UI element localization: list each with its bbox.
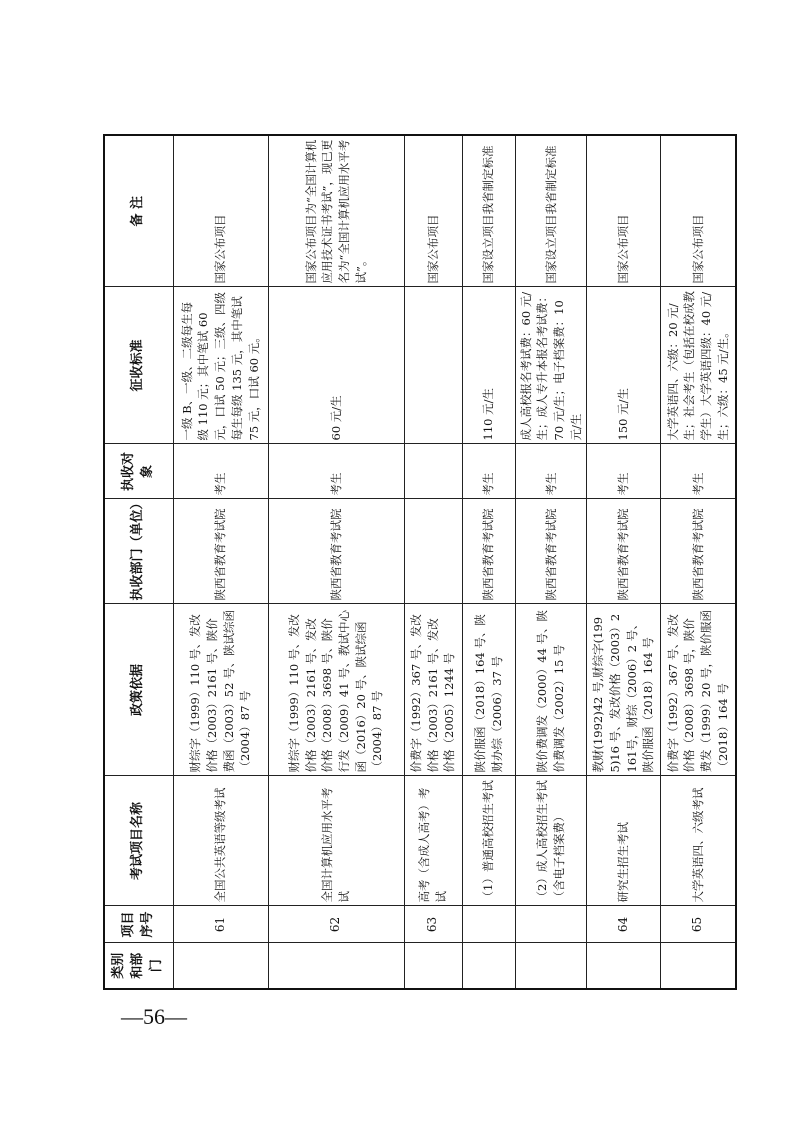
note-cell: 国家公布项目 [404, 135, 462, 287]
standard-cell: 一级 B、一级、二级每生每级 110 元；其中笔试 60 元，口试 50 元；三级、四级每生每级 135 元，其中笔试 75 元，口试 60 元。 [173, 287, 268, 444]
header-row [104, 135, 173, 989]
name-cell: （2）成人高校招生考试（含电子档案费） [515, 776, 587, 906]
name-cell: （1）普通高校招生考试 [462, 776, 515, 906]
target-cell: 考生 [268, 444, 404, 499]
note-cell: 国家公布项目 [661, 135, 736, 287]
target-cell: 考生 [661, 444, 736, 499]
header-policy: 政策依据 [104, 604, 173, 776]
dept-cell: 陕西省教育考试院 [173, 499, 268, 604]
policy-cell: 陕价服函（2018）164 号、陕财办综（2006）37 号 [462, 604, 515, 776]
standard-cell [404, 287, 462, 444]
name-cell: 高考（含成人高考）考试 [404, 776, 462, 906]
seq-cell [515, 906, 587, 943]
dept-cell: 陕西省教育考试院 [462, 499, 515, 604]
target-cell: 考生 [587, 444, 661, 499]
note-cell: 国家设立项目我省制定标准 [515, 135, 587, 287]
policy-cell: 教财(1992)42 号,财综字(1995)16 号、发改价格（2003）2161号，财综（2006）2 号、陕价服函（2018）164 号 [587, 604, 661, 776]
dept-cell: 陕西省教育考试院 [661, 499, 736, 604]
dept-cell [404, 499, 462, 604]
note-cell: 国家公布项目 [587, 135, 661, 287]
table-row [173, 135, 268, 989]
header-name: 考试项目名称 [104, 776, 173, 906]
standard-cell: 大学英语四、六级：20 元/生；社会考生（包括在校成教学生）大学英语四级：40 元/生；六级：45 元/生。 [661, 287, 736, 444]
dept-cell: 陕西省教育考试院 [587, 499, 661, 604]
header-dept: 执收部门（单位） [104, 499, 173, 604]
header-note: 备 注 [104, 135, 173, 287]
note-cell: 国家设立项目我省制定标准 [462, 135, 515, 287]
name-cell: 全国公共英语等级考试 [173, 776, 268, 906]
category-cell [462, 943, 515, 989]
target-cell: 考生 [173, 444, 268, 499]
table-row [268, 135, 404, 989]
standard-cell: 110 元/生 [462, 287, 515, 444]
note-cell: 国家公布项目 [173, 135, 268, 287]
category-cell [515, 943, 587, 989]
rotated-table-wrapper [103, 136, 730, 990]
table-row [515, 135, 587, 989]
name-cell: 全国计算机应用水平考试 [268, 776, 404, 906]
table-row [462, 135, 515, 989]
category-cell [268, 943, 404, 989]
header-seq: 项目序号 [104, 906, 173, 943]
policy-cell: 价费字（1992）367 号、发改价格（2003）2161 号、发改价格（2005）1244 号 [404, 604, 462, 776]
policy-cell: 价费字（1992）367 号、发改价格（2008）3698 号，陕价费发（1999）20 号，陕价服函（2018）164 号 [661, 604, 736, 776]
seq-cell: 65 [661, 906, 736, 943]
standard-cell: 60 元/生 [268, 287, 404, 444]
category-cell [661, 943, 736, 989]
standard-cell: 150 元/生 [587, 287, 661, 444]
seq-cell: 63 [404, 906, 462, 943]
header-target: 执收对象 [104, 444, 173, 499]
seq-cell: 62 [268, 906, 404, 943]
page-number: —56— [121, 1004, 187, 1029]
name-cell: 研究生招生考试 [587, 776, 661, 906]
header-standard: 征收标准 [104, 287, 173, 444]
policy-cell: 陕价费调发（2000）44 号、陕价费调发（2002）15 号 [515, 604, 587, 776]
name-cell: 大学英语四、六级考试 [661, 776, 736, 906]
seq-cell [462, 906, 515, 943]
seq-cell: 64 [587, 906, 661, 943]
seq-cell: 61 [173, 906, 268, 943]
category-cell [404, 943, 462, 989]
fee-table [103, 134, 737, 990]
dept-cell: 陕西省教育考试院 [268, 499, 404, 604]
standard-cell: 成人高校报名考试费：60 元/生；成人专升本报名考试费：70 元/生；电子档案费：10 元/生 [515, 287, 587, 444]
table-row [404, 135, 462, 989]
policy-cell: 财综字（1999）110 号、发改价格（2003）2161 号、陕价费函（2003）52 号、陕试综函（2004）87 号 [173, 604, 268, 776]
target-cell [404, 444, 462, 499]
category-cell [587, 943, 661, 989]
note-cell: 国家公布项目为“全国计算机应用技术证书考试”，现已更名为“全国计算机应用水平考试”。 [268, 135, 404, 287]
header-category: 类别和部门 [104, 943, 173, 989]
policy-cell: 财综字（1999）110 号、发改价格（2003）2161 号、发改价格（2008）3698 号、陕价行发（2009）41 号、教试中心函（2016）20 号、陕试综函（2004）87 号 [268, 604, 404, 776]
table-row [661, 135, 736, 989]
category-cell [173, 943, 268, 989]
dept-cell: 陕西省教育考试院 [515, 499, 587, 604]
target-cell: 考生 [462, 444, 515, 499]
table-row [587, 135, 661, 989]
target-cell: 考生 [515, 444, 587, 499]
